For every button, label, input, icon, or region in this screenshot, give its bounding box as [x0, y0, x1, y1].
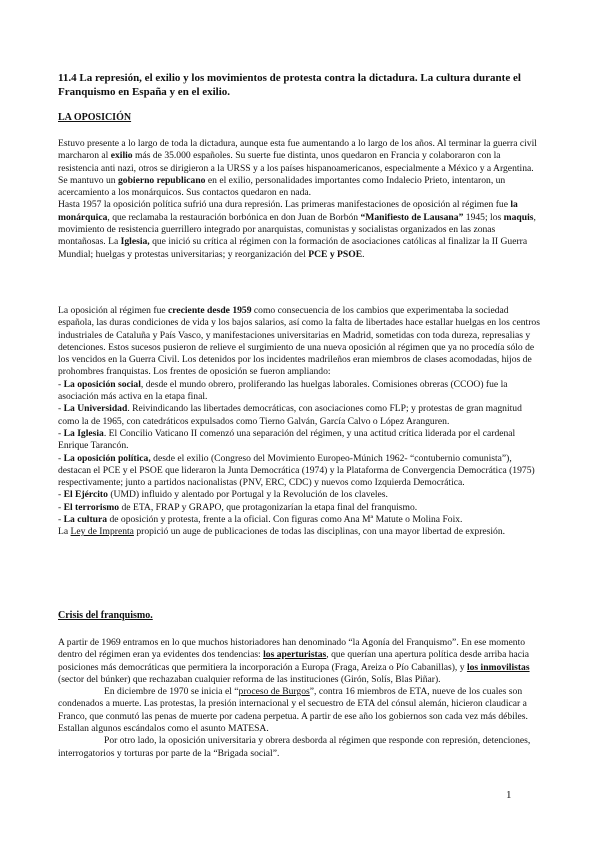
section-oposicion-body-2	[58, 305, 540, 539]
paragraph-proceso-burgos: En diciembre de 1970 se inicia el “proceso de Burgos”, contra 16 miembros de ETA, nueve de los cuales son condenados a muerte. Las protestas, la presión internacional y el secuestro de ETA del cónsul alemán, hicieron claudicar a Franco, que conmutó las penas de muerte por cadena perpetua. A partir de ese año los gobiernos son cada vez más débiles. Estallan algunos escándalos como el asunto MATESA.	[58, 686, 528, 735]
paragraph-exilio: Estuvo presente a lo largo de toda la dictadura, aunque esta fue aumentando a lo largo de los años. Al terminar la guerra civil marcharon al exilio más de 35.000 españoles. Su suerte fue distinta, unos quedaron en Francia y colaboraron con la resistencia anti nazi, otros se dirigieron a la URSS y a los países hispanoamericanos, especialmente a México y a Argentina.	[58, 138, 537, 174]
page-number: 1	[506, 789, 512, 801]
section-oposicion-body	[58, 138, 540, 261]
list-item: - El Ejército (UMD) influido y alentado por Portugal y la Revolución de los claveles.	[58, 489, 388, 501]
paragraph-represion: Hasta 1957 la oposición política sufrió una dura represión. Las primeras manifestaciones de oposición al régimen fue la monárquica, que reclamaba la restauración borbónica en don Juan de Borbón “Manifiesto de Lausana” 1945; los maquis, movimiento de resistencia guerrillero integrado por anarquistas, comunistas y socialistas organizados en las zonas montañosas. La Iglesia, que inició su crítica al régimen con la formación de asociaciones católicas al finalizar la II Guerra Mundial; huelgas y protestas universitarias; y reorganización del PCE y PSOE.	[58, 199, 536, 260]
paragraph-oposicion-universitaria: Por otro lado, la oposición universitaria y obrera desborda al régimen que responde con represión, detenciones, interrogatorios y torturas por parte de la “Brigada social”.	[58, 735, 531, 759]
paragraph-creciente: La oposición al régimen fue creciente desde 1959 como consecuencia de los cambios que experimentaba la sociedad española, las duras condiciones de vida y los bajos salarios, así como la falta de libertades hace estallar huelgas en los centros industriales de Cataluña y País Vasco, y manifestaciones universitarias en Madrid, sometidas con toda dureza, represalias y detenciones. Estos sucesos pusieron de relieve el surgimiento de una nueva oposición al régimen que ya no procedía sólo de los vencidos en la Guerra Civil. Los detenidos por los incidentes madrileños eran miembros de clases acomodadas, hijos de prohombres franquistas. Los frentes de oposición se fueron ampliando:	[58, 305, 540, 378]
paragraph-agonia: A partir de 1969 entramos en lo que muchos historiadores han denominado “la Agonía del Franquismo”. En ese momento dentro del régimen eran ya evidentes dos tendencias: los aperturistas, que querían una apertura política desde arriba hacia posiciones más democráticas que permitiera la incorporación a Europa (Fraga, Areiza o Pío Cabanillas), y los inmovilistas (sector del búnker) que rechazaban cualquier reforma de las instituciones (Girón, Solís, Blas Piñar).	[58, 637, 530, 685]
list-item: - La cultura de oposición y protesta, frente a la oficial. Con figuras como Ana Mª Matute o Molina Foix.	[58, 514, 463, 526]
section-heading-crisis: Crisis del franquismo.	[58, 610, 153, 621]
list-item: - La Iglesia. El Concilio Vaticano II comenzó una separación del régimen, y una actitud crítica liderada por el cardenal Enrique Tarancón.	[58, 427, 516, 452]
section-crisis-body	[58, 637, 540, 760]
document-title: 11.4 La represión, el exilio y los movimientos de protesta contra la dictadura. La cultura durante el Franquismo en España y en el exilio.	[58, 72, 521, 98]
section-heading-oposicion: LA OPOSICIÓN	[58, 112, 132, 123]
paragraph-gobierno-exilio: Se mantuvo un gobierno republicano en el exilio, personalidades importantes como Indalecio Prieto, intentaron, un acercamiento a los monárquicos. Sus contactos quedaron en nada.	[58, 174, 506, 199]
list-item: - La oposición política, desde el exilio (Congreso del Movimiento Europeo-Múnich 1962- “contubernio comunista”), destacan el PCE y el PSOE que lideraron la Junta Democrática (1974) y la Plataforma de Convergencia Democrática (1975) respectivamente; junto a partidos nacionalistas (PNV, ERC, CDC) y nuevos como Izquierda Democrática.	[58, 452, 535, 489]
list-item: - El terrorismo de ETA, FRAP y GRAPO, que protagonizarían la etapa final del franquismo.	[58, 501, 418, 513]
paragraph-ley-imprenta: La Ley de Imprenta propició un auge de publicaciones de todas las disciplinas, con una mayor libertad de expresión.	[58, 526, 506, 538]
list-item: - La Universidad. Reivindicando las libertades democráticas, con asociaciones como FLP; y protestas de gran magnitud como la de 1965, con catedráticos expulsados como Tierno Galván, García Calvo o López Aranguren.	[58, 403, 522, 427]
list-item: - La oposición social, desde el mundo obrero, proliferando las huelgas laborales. Comisiones obreras (CCOO) fue la asociación más activa en la etapa final.	[58, 378, 508, 403]
